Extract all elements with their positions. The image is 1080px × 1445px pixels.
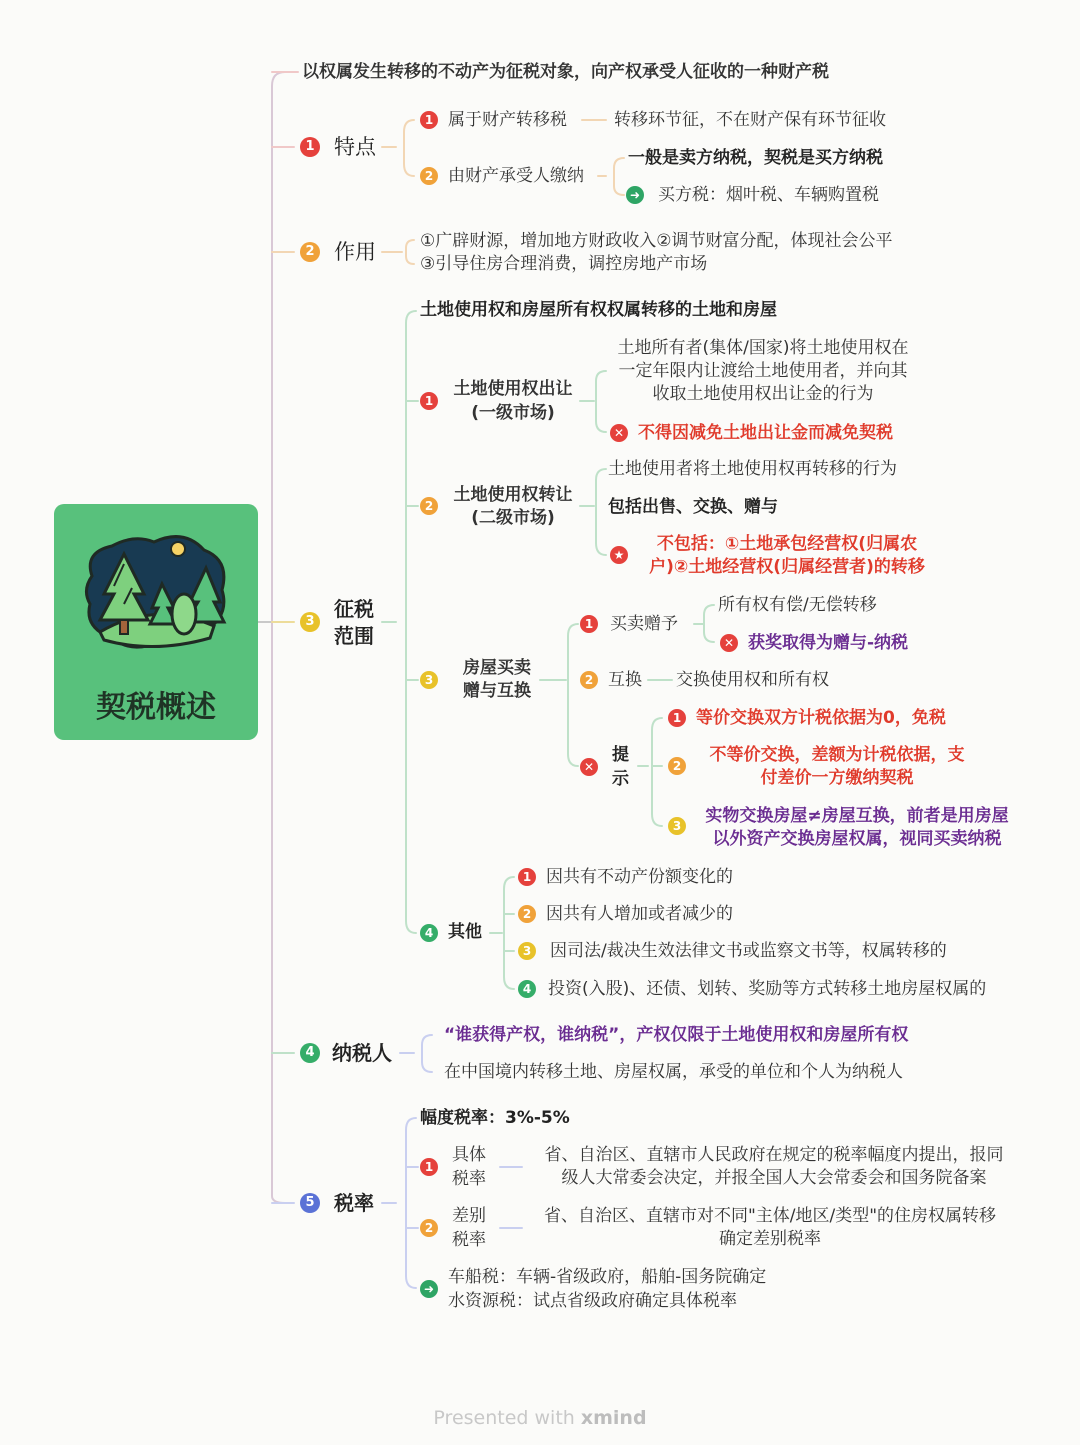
badge-features-2: 2 — [420, 167, 438, 185]
house-sale-label[interactable]: 买卖赠予 — [610, 614, 678, 634]
root-topic[interactable] — [54, 504, 258, 740]
badge-taxpayer: 4 — [300, 1043, 320, 1063]
badge-features-1: 1 — [420, 111, 438, 129]
scope-house-label-1[interactable]: 房屋买卖 — [463, 658, 531, 678]
badge-tip-2: 2 — [668, 757, 686, 775]
badge-scope-other: 4 — [420, 924, 438, 942]
topic-scope-line-2[interactable]: 范围 — [334, 624, 374, 648]
pin-icon: ✕ — [580, 758, 598, 776]
badge-scope: 3 — [300, 612, 320, 632]
badge-house-swap: 2 — [580, 671, 598, 689]
badge-role: 2 — [300, 242, 320, 262]
pin-icon: ✕ — [610, 424, 628, 442]
badge-other-4: 4 — [518, 980, 536, 998]
watermark-prefix: Presented with — [433, 1407, 581, 1429]
topic-features[interactable]: 特点 — [334, 135, 376, 159]
intro-text[interactable]: 以权属发生转移的不动产为征税对象，向产权承受人征收的一种财产税 — [302, 62, 829, 82]
badge-rate-diff: 2 — [420, 1219, 438, 1237]
topic-role[interactable]: 作用 — [334, 240, 376, 264]
house-tip-label-1[interactable]: 提 — [612, 745, 629, 765]
scope-transfer-label-1[interactable]: 土地使用权出让 — [453, 379, 573, 399]
badge-rate: 5 — [300, 1193, 320, 1213]
scope-other-label[interactable]: 其他 — [448, 922, 482, 942]
house-tip-label-2[interactable]: 示 — [612, 769, 629, 789]
forest-illustration-icon — [54, 504, 258, 674]
other-item-3[interactable]: 因司法/裁决生效法律文书或监察文书等，权属转移的 — [550, 941, 947, 961]
role-line-2[interactable]: ③引导住房合理消费，调控房地产市场 — [420, 254, 708, 274]
other-item-4[interactable]: 投资(入股)、还债、划转、奖励等方式转移土地房屋权属的 — [548, 979, 987, 999]
watermark — [0, 1407, 1080, 1429]
pin-icon: ✕ — [720, 634, 738, 652]
scope-resale-includes[interactable]: 包括出售、交换、赠与 — [608, 497, 778, 517]
rate-specific-label-2[interactable]: 税率 — [452, 1169, 486, 1189]
features-item-2-detail-1[interactable]: 一般是卖方纳税，契税是买方纳税 — [628, 148, 883, 168]
tip-2-text-2[interactable]: 付差价一方缴纳契税 — [760, 768, 914, 788]
features-item-1[interactable]: 属于财产转移税 — [448, 110, 567, 130]
features-item-1-detail[interactable]: 转移环节征，不在财产保有环节征收 — [614, 110, 886, 130]
taxpayer-line-1[interactable]: “谁获得产权，谁纳税”，产权仅限于土地使用权和房屋所有权 — [444, 1025, 909, 1045]
badge-scope-house: 3 — [420, 671, 438, 689]
other-item-2[interactable]: 因共有人增加或者减少的 — [546, 904, 733, 924]
scope-transfer-desc-1[interactable]: 土地所有者(集体/国家)将土地使用权在 — [617, 338, 909, 358]
badge-other-3: 3 — [518, 942, 536, 960]
runner-icon: ➜ — [420, 1280, 438, 1298]
other-item-1[interactable]: 因共有不动产份额变化的 — [546, 867, 733, 887]
scope-transfer-note[interactable]: 不得因减免土地出让金而减免契税 — [638, 423, 893, 443]
rate-diff-text-2[interactable]: 确定差别税率 — [719, 1229, 821, 1249]
tip-3-text-2[interactable]: 以外资产交换房屋权属，视同买卖纳税 — [712, 829, 1002, 849]
house-swap-detail[interactable]: 交换使用权和所有权 — [676, 670, 829, 690]
badge-features: 1 — [300, 137, 320, 157]
rate-specific-label-1[interactable]: 具体 — [452, 1145, 486, 1165]
house-sale-detail-1[interactable]: 所有权有偿/无偿转移 — [718, 595, 877, 615]
house-swap-label[interactable]: 互换 — [608, 670, 642, 690]
scope-resale-desc[interactable]: 土地使用者将土地使用权再转移的行为 — [608, 459, 897, 479]
badge-rate-specific: 1 — [420, 1158, 438, 1176]
watermark-brand: xmind — [580, 1407, 647, 1429]
house-sale-detail-2[interactable]: 获奖取得为赠与-纳税 — [748, 633, 909, 653]
rate-diff-text-1[interactable]: 省、自治区、直辖市对不同"主体/地区/类型"的住房权属转移 — [543, 1206, 997, 1226]
features-item-2[interactable]: 由财产承受人缴纳 — [448, 166, 584, 186]
rate-specific-text-2[interactable]: 级人大常委会决定，并报全国人大会常委会和国务院备案 — [561, 1168, 987, 1188]
features-item-2-detail-2[interactable]: 买方税：烟叶税、车辆购置税 — [658, 185, 879, 205]
role-line-1[interactable]: ①广辟财源，增加地方财政收入②调节财富分配，体现社会公平 — [420, 231, 893, 251]
tip-3-text-1[interactable]: 实物交换房屋≠房屋互换，前者是用房屋 — [705, 806, 1009, 826]
badge-scope-resale: 2 — [420, 497, 438, 515]
topic-scope-line-1[interactable]: 征税 — [334, 597, 374, 621]
tip-1-text[interactable]: 等价交换双方计税依据为0，免税 — [696, 708, 946, 728]
badge-tip-3: 3 — [668, 817, 686, 835]
topic-rate[interactable]: 税率 — [334, 1191, 374, 1215]
badge-other-2: 2 — [518, 905, 536, 923]
scope-resale-label-1[interactable]: 土地使用权转让 — [453, 485, 573, 505]
scope-head[interactable]: 土地使用权和房屋所有权权属转移的土地和房屋 — [420, 300, 777, 320]
badge-house-sale: 1 — [580, 615, 598, 633]
badge-tip-1: 1 — [668, 709, 686, 727]
runner-icon: ➜ — [626, 186, 644, 204]
scope-transfer-label-2[interactable]: (一级市场) — [471, 403, 555, 423]
badge-scope-transfer: 1 — [420, 392, 438, 410]
scope-resale-excludes-1[interactable]: 不包括：①土地承包经营权(归属农 — [656, 534, 918, 554]
scope-resale-excludes-2[interactable]: 户)②土地经营权(归属经营者)的转移 — [649, 557, 925, 577]
rate-other-2[interactable]: 水资源税：试点省级政府确定具体税率 — [448, 1291, 737, 1311]
scope-transfer-desc-2[interactable]: 一定年限内让渡给土地使用者，并向其 — [618, 361, 908, 381]
rate-diff-label-1[interactable]: 差别 — [452, 1206, 486, 1226]
tip-2-text-1[interactable]: 不等价交换，差额为计税依据，支 — [709, 745, 965, 765]
taxpayer-line-2[interactable]: 在中国境内转移土地、房屋权属，承受的单位和个人为纳税人 — [444, 1062, 903, 1082]
rate-specific-text-1[interactable]: 省、自治区、直辖市人民政府在规定的税率幅度内提出，报同 — [544, 1145, 1004, 1165]
badge-other-1: 1 — [518, 868, 536, 886]
scope-resale-label-2[interactable]: (二级市场) — [471, 508, 555, 528]
topic-taxpayer[interactable]: 纳税人 — [332, 1041, 392, 1065]
scope-house-label-2[interactable]: 赠与互换 — [463, 681, 531, 701]
star-icon: ★ — [610, 546, 628, 564]
rate-range[interactable]: 幅度税率：3%-5% — [420, 1108, 570, 1128]
rate-diff-label-2[interactable]: 税率 — [452, 1230, 486, 1250]
rate-other-1[interactable]: 车船税：车辆-省级政府，船舶-国务院确定 — [448, 1267, 767, 1287]
scope-transfer-desc-3[interactable]: 收取土地使用权出让金的行为 — [652, 384, 874, 404]
root-title: 契税概述 — [96, 690, 216, 725]
